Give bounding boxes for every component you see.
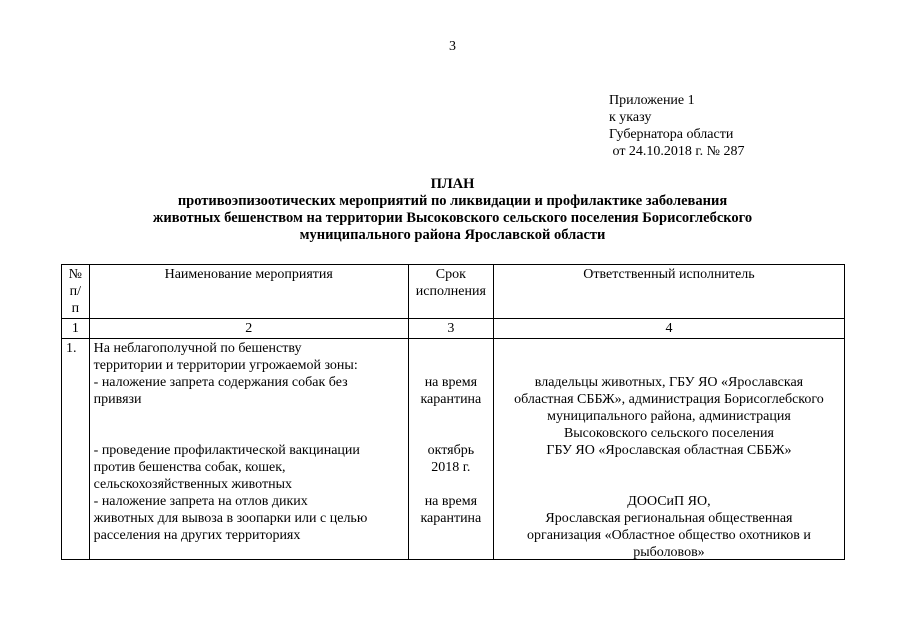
document-title (0, 176, 905, 244)
column-number-row (62, 319, 845, 339)
responsible-cell (493, 339, 844, 560)
appendix-line: к указу (609, 110, 652, 125)
header-responsible: Ответственный исполнитель (493, 265, 844, 319)
term-text: карантина (420, 511, 482, 526)
column-number: 2 (89, 319, 408, 339)
table-row (62, 339, 845, 560)
measure-intro: территории и территории угрожаемой зоны: (93, 358, 358, 373)
column-number: 1 (62, 319, 90, 339)
appendix-line: от 24.10.2018 г. № 287 (609, 144, 745, 159)
measure-text: расселения на других территориях (93, 528, 301, 543)
table-header-row (62, 265, 845, 319)
measure-text: - наложение запрета на отлов диких (93, 494, 308, 509)
measure-text: привязи (93, 392, 142, 407)
responsible-text: рыболовов» (633, 545, 705, 560)
responsible-text: ДООСиП ЯО, (627, 494, 711, 509)
term-text: 2018 г. (431, 460, 471, 475)
title-line: противоэпизоотических мероприятий по ликвидации и профилактике заболевания (177, 193, 728, 209)
measure-cell (89, 339, 408, 560)
responsible-text: владельцы животных, ГБУ ЯО «Ярославская (534, 375, 804, 390)
term-text: на время (424, 494, 478, 509)
header-name: Наименование мероприятия (89, 265, 408, 319)
responsible-text: муниципального района, администрация (547, 409, 791, 424)
appendix-line: Губернатора области (609, 127, 734, 142)
term-cell (408, 339, 493, 560)
measure-text: - наложение запрета содержания собак без (93, 375, 348, 390)
header-term: Срок исполнения (408, 265, 493, 319)
measure-intro: На неблагополучной по бешенству (93, 341, 302, 356)
appendix-block (609, 92, 744, 160)
appendix-line: Приложение 1 (609, 93, 695, 108)
measure-text: - проведение профилактической вакцинации (93, 443, 360, 458)
term-text: октябрь (427, 443, 475, 458)
responsible-text: Ярославская региональная общественная (545, 511, 793, 526)
measure-text: против бешенства собак, кошек, (93, 460, 286, 475)
column-number: 3 (408, 319, 493, 339)
measure-text: сельскохозяйственных животных (93, 477, 292, 492)
responsible-text: ГБУ ЯО «Ярославская областная СББЖ» (546, 443, 792, 458)
term-text: карантина (420, 392, 482, 407)
header-num: № п/п (62, 265, 90, 319)
title-line: муниципального района Ярославской области (299, 227, 606, 243)
measure-text: животных для вывоза в зоопарки или с целью (93, 511, 368, 526)
plan-table (61, 264, 845, 560)
responsible-text: областная СББЖ», администрация Борисоглебского (514, 392, 824, 407)
title-line: животных бешенством на территории Высоковского сельского поселения Борисоглебского (152, 210, 753, 226)
page-number: 3 (449, 39, 456, 54)
responsible-text: организация «Областное общество охотников и (526, 528, 811, 543)
row-number: 1. (62, 339, 90, 560)
title-line: ПЛАН (430, 176, 475, 192)
term-text: на время (424, 375, 478, 390)
column-number: 4 (493, 319, 844, 339)
responsible-text: Высоковского сельского поселения (563, 426, 774, 441)
